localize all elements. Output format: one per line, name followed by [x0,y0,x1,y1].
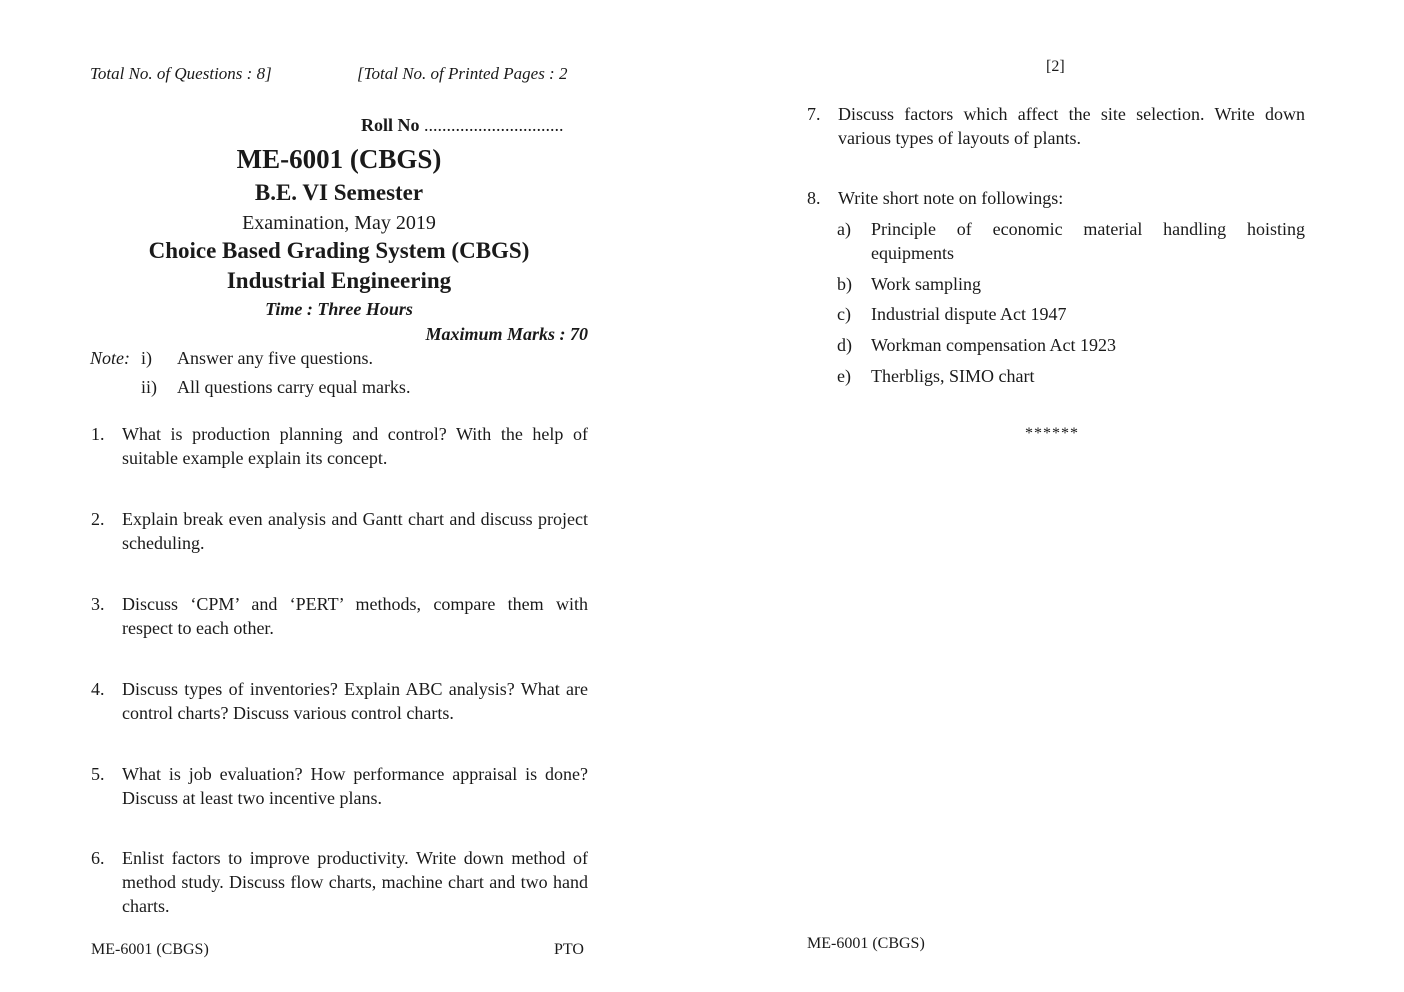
note-label: Note: [90,348,130,368]
semester-title: B.E. VI Semester [254,180,424,205]
maximum-marks: Maximum Marks : 70 [425,324,588,344]
note-text: Answer any five questions. [177,348,373,368]
question-number: 4. [91,679,105,699]
question-text: Explain break even analysis and Gantt chart and discuss project scheduling. [122,509,588,553]
footer-pto: PTO [554,941,584,958]
subpart-text: Work sampling [871,274,982,294]
question-number: 6. [91,848,105,868]
question-number: 7. [807,104,821,124]
footer-paper-code: ME-6001 (CBGS) [91,941,209,958]
question-text: What is job evaluation? How performance appraisal is done? Discuss at least two incentive plans. [122,764,588,808]
subpart-text: Workman compensation Act 1923 [871,335,1117,355]
page-number: [2] [1046,58,1065,75]
subpart-letter: c) [837,304,851,324]
roll-number-label: Roll No [361,115,420,135]
note-number: ii) [141,377,157,397]
question-number: 3. [91,594,105,614]
footer-paper-code: ME-6001 (CBGS) [807,935,925,952]
question-text: What is production planning and control? With the help of suitable example explain its concept. [122,424,588,468]
question-text: Discuss types of inventories? Explain ABC analysis? What are control charts? Discuss various control charts. [122,679,588,723]
page-two [702,0,1404,992]
note-number: i) [141,348,152,368]
roll-number-blank: ............................... [424,115,564,135]
total-pages-header: [Total No. of Printed Pages : 2 [357,64,568,83]
question-text: Enlist factors to improve productivity. Write down method of method study. Discuss flow charts, machine chart and two hand charts. [122,848,588,916]
subpart-text: Industrial dispute Act 1947 [871,304,1067,324]
examination-date: Examination, May 2019 [242,212,436,234]
grading-system-title: Choice Based Grading System (CBGS) [148,238,530,263]
paper-code-title: ME-6001 (CBGS) [236,144,442,174]
subpart-letter: d) [837,335,852,355]
subpart-letter: a) [837,219,851,239]
subpart-letter: b) [837,274,852,294]
question-number: 2. [91,509,105,529]
question-text: Discuss factors which affect the site selection. Write down various types of layouts of plants. [838,104,1305,148]
note-text: All questions carry equal marks. [177,377,411,397]
question-number: 1. [91,424,105,444]
question-number: 5. [91,764,105,784]
subpart-text: Therbligs, SIMO chart [871,366,1035,386]
question-text: Write short note on followings: [838,188,1064,208]
subpart-text: Principle of economic material handling hoisting equipments [871,219,1305,263]
exam-duration: Time : Three Hours [265,299,413,319]
subpart-letter: e) [837,366,851,386]
total-questions-header: Total No. of Questions : 8] [90,64,272,83]
subject-title: Industrial Engineering [226,268,452,293]
end-of-paper-marker: ****** [1025,425,1079,442]
question-number: 8. [807,188,821,208]
page-one [0,0,700,992]
question-text: Discuss ‘CPM’ and ‘PERT’ methods, compare them with respect to each other. [122,594,588,638]
roll-number-field [361,115,564,136]
